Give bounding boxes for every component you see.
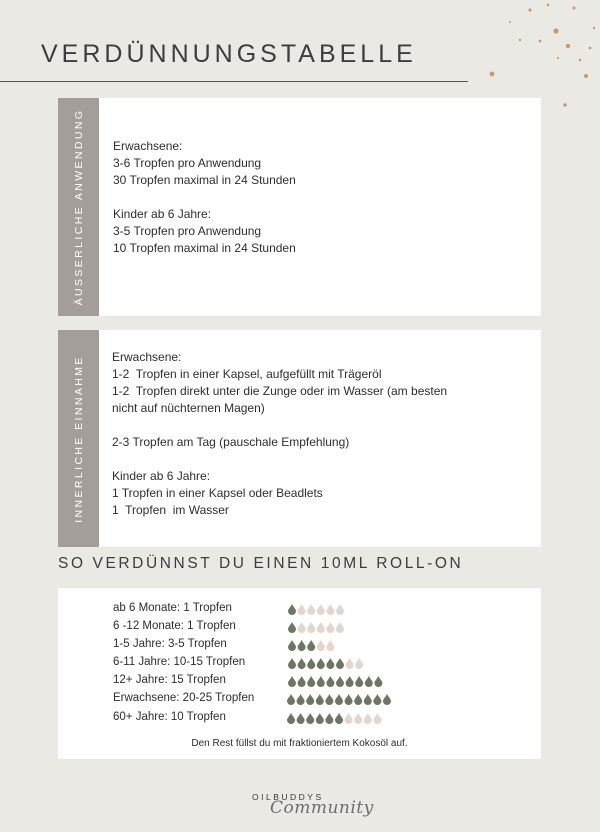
- drop-empty-icon: [298, 622, 306, 633]
- drop-empty-icon: [298, 604, 306, 615]
- outer-use-sidebar: [58, 98, 99, 316]
- drop-empty-icon: [354, 713, 362, 724]
- inner-use-line: [112, 417, 447, 434]
- drop-empty-icon: [336, 622, 344, 633]
- drop-empty-icon: [326, 640, 334, 651]
- dose-row: [113, 690, 413, 708]
- dose-label: 6-11 Jahre: 10-15 Tropfen: [113, 656, 246, 668]
- inner-use-line: [112, 451, 447, 468]
- drop-filled-icon: [298, 676, 306, 687]
- outer-use-line: 30 Tropfen maximal in 24 Stunden: [113, 173, 296, 187]
- drop-filled-icon: [354, 694, 362, 705]
- drop-filled-icon: [346, 676, 354, 687]
- inner-use-line: 1-2 Tropfen direkt unter die Zunge oder im Wasser (am besten: [112, 384, 448, 398]
- drop-filled-icon: [336, 658, 344, 669]
- inner-use-line: 2-3 Tropfen am Tag (pauschale Empfehlung): [112, 435, 350, 449]
- dose-label: 12+ Jahre: 15 Tropfen: [113, 674, 226, 686]
- page-title: VERDÜNNUNGSTABELLE: [41, 40, 417, 68]
- dose-row: [113, 600, 413, 618]
- drop-icons: [288, 603, 346, 615]
- drop-filled-icon: [336, 676, 344, 687]
- drop-filled-icon: [335, 694, 343, 705]
- drop-filled-icon: [374, 676, 382, 687]
- inner-use-line: 1 Tropfen in einer Kapsel oder Beadlets: [112, 486, 323, 500]
- inner-use-line: nicht auf nüchternen Magen): [112, 401, 265, 415]
- brand-name: OILBUDDYS: [252, 792, 324, 802]
- inner-use-text: [112, 349, 447, 519]
- drop-empty-icon: [336, 604, 344, 615]
- drop-empty-icon: [326, 604, 334, 615]
- drop-filled-icon: [297, 694, 305, 705]
- inner-use-line: 1-2 Tropfen in einer Kapsel, aufgefüllt mit Trägeröl: [112, 367, 382, 381]
- drop-empty-icon: [317, 622, 325, 633]
- drop-filled-icon: [288, 640, 296, 651]
- drop-empty-icon: [373, 713, 381, 724]
- drop-icons: [288, 621, 346, 633]
- drop-empty-icon: [345, 713, 353, 724]
- drop-filled-icon: [317, 676, 325, 687]
- drop-filled-icon: [325, 713, 333, 724]
- drop-filled-icon: [365, 676, 373, 687]
- dose-label: 6 -12 Monate: 1 Tropfen: [113, 620, 236, 632]
- brand-script: Community: [270, 798, 374, 818]
- drop-filled-icon: [345, 694, 353, 705]
- dose-label: ab 6 Monate: 1 Tropfen: [113, 602, 232, 614]
- inner-use-line: Kinder ab 6 Jahre:: [112, 469, 211, 483]
- drop-icons: [288, 657, 365, 669]
- dose-label: Erwachsene: 20-25 Tropfen: [113, 692, 255, 704]
- drop-filled-icon: [288, 622, 296, 633]
- drop-filled-icon: [317, 658, 325, 669]
- drop-filled-icon: [307, 640, 315, 651]
- drop-empty-icon: [307, 622, 315, 633]
- drop-filled-icon: [325, 694, 333, 705]
- rollon-note: Den Rest füllst du mit fraktioniertem Kokosöl auf.: [191, 738, 408, 749]
- drop-icons: [287, 693, 393, 705]
- drop-filled-icon: [307, 676, 315, 687]
- drop-filled-icon: [306, 694, 314, 705]
- drop-filled-icon: [316, 694, 324, 705]
- drop-filled-icon: [326, 658, 334, 669]
- rollon-heading: SO VERDÜNNST DU EINEN 10ML ROLL-ON: [58, 555, 464, 572]
- outer-use-line: Erwachsene:: [113, 139, 183, 153]
- outer-use-line: Kinder ab 6 Jahre:: [113, 207, 212, 221]
- drop-filled-icon: [306, 713, 314, 724]
- inner-use-line: 1 Tropfen im Wasser: [112, 503, 229, 517]
- drop-empty-icon: [355, 658, 363, 669]
- dose-row: [113, 709, 413, 727]
- inner-use-line: Erwachsene:: [112, 350, 182, 364]
- dose-row: [113, 672, 413, 690]
- drop-filled-icon: [288, 676, 296, 687]
- outer-use-sidebar-label: ÄUSSERLICHE ANWENDUNG: [72, 108, 85, 306]
- drop-filled-icon: [297, 713, 305, 724]
- drop-filled-icon: [364, 694, 372, 705]
- drop-filled-icon: [373, 694, 381, 705]
- drop-filled-icon: [316, 713, 324, 724]
- drop-filled-icon: [287, 694, 295, 705]
- drop-empty-icon: [364, 713, 372, 724]
- dose-label: 60+ Jahre: 10 Tropfen: [113, 711, 226, 723]
- outer-use-line: 3-6 Tropfen pro Anwendung: [113, 156, 262, 170]
- drop-empty-icon: [317, 604, 325, 615]
- drop-filled-icon: [288, 658, 296, 669]
- drop-icons: [288, 675, 384, 687]
- dose-row: [113, 618, 413, 636]
- outer-use-line: 3-5 Tropfen pro Anwendung: [113, 224, 262, 238]
- inner-use-sidebar-label: INNERLICHE EINNAHME: [72, 354, 85, 523]
- drop-filled-icon: [355, 676, 363, 687]
- inner-use-panel: [58, 330, 541, 547]
- drop-filled-icon: [298, 658, 306, 669]
- dose-label: 1-5 Jahre: 3-5 Tropfen: [113, 638, 227, 650]
- drop-filled-icon: [298, 640, 306, 651]
- drop-empty-icon: [317, 640, 325, 651]
- drop-filled-icon: [288, 604, 296, 615]
- outer-use-line: 10 Tropfen maximal in 24 Stunden: [113, 241, 296, 255]
- drop-filled-icon: [326, 676, 334, 687]
- rollon-panel: [58, 588, 541, 759]
- drop-filled-icon: [335, 713, 343, 724]
- footer-logo: [240, 790, 374, 822]
- drop-icons: [288, 639, 336, 651]
- drop-empty-icon: [346, 658, 354, 669]
- title-divider: [0, 81, 468, 82]
- outer-use-text: [113, 138, 296, 257]
- drop-filled-icon: [307, 658, 315, 669]
- drop-empty-icon: [326, 622, 334, 633]
- drop-icons: [287, 712, 383, 724]
- drop-filled-icon: [287, 713, 295, 724]
- outer-use-panel: [58, 98, 541, 316]
- inner-use-sidebar: [58, 330, 99, 547]
- dose-row: [113, 636, 413, 654]
- drop-filled-icon: [383, 694, 391, 705]
- outer-use-line: [113, 189, 296, 206]
- drop-empty-icon: [307, 604, 315, 615]
- dose-row: [113, 654, 413, 672]
